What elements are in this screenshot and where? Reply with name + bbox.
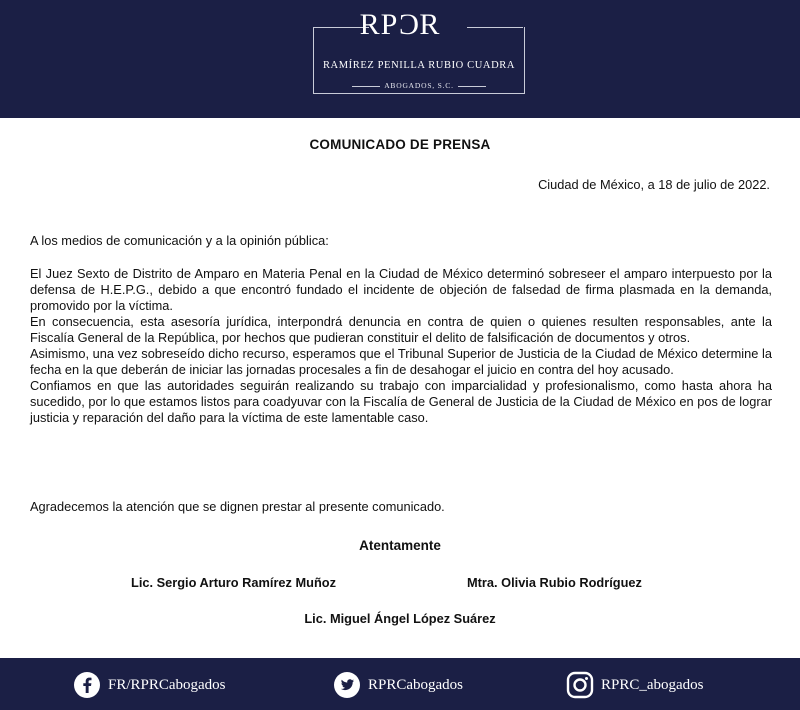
signatory-3: Lic. Miguel Ángel López Suárez [304,611,496,626]
firm-names: RAMÍREZ PENILLA RUBIO CUADRA [322,60,516,71]
letterhead-banner [0,0,800,118]
paragraph: Asimismo, una vez sobreseído dicho recurso, esperamos que el Tribunal Superior de Justicia de la Ciudad de México determine la fecha en la que deberán de iniciar las jornadas procesales a fin de desahogar el juicio en contra del hoy acusado. [30,346,772,377]
paragraph: El Juez Sexto de Distrito de Amparo en Materia Penal en la Ciudad de México determinó sobreseer el amparo interpuesto por la defensa de H.E.P.G., debido a que encontró fundado el incidente de objeción de falsedad de firma plasmada en la demanda, promovido por la víctima. [30,266,772,313]
firm-subtitle: ABOGADOS, S.C. [313,81,525,90]
paragraph: En consecuencia, esta asesoría jurídica, interpondrá denuncia en contra de quien o quienes resulten responsables, ante la Fiscalía General de la República, por hechos que pudieran constituir el delito de falsificación de documentos y otros. [30,314,772,345]
instagram-handle: RPRC_abogados [601,676,704,693]
thanks-line: Agradecemos la atención que se dignen prestar al presente comunicado. [30,499,445,514]
twitter-icon [333,671,361,699]
instagram-link[interactable] [566,671,704,699]
closing: Atentamente [359,538,441,553]
twitter-handle: RPRCabogados [368,676,464,693]
firm-logo-monogram: RPCR [359,8,441,41]
body-text [30,266,772,426]
paragraph: Confiamos en que las autoridades seguirán realizando su trabajo con imparcialidad y profesionalismo, como hasta ahora ha sucedido, por lo que estamos listos para coadyuvar con la Fiscalía de General de Justicia de la Ciudad de México en pos de lograr justicia y reparación del daño para la víctima de este lamentable caso. [30,378,772,425]
document-title: COMUNICADO DE PRENSA [309,137,491,152]
document-date: Ciudad de México, a 18 de julio de 2022. [538,177,770,192]
instagram-icon [566,671,594,699]
twitter-link[interactable] [333,671,463,699]
footer-banner [0,658,800,710]
facebook-handle: FR/RPRCabogados [108,676,226,693]
facebook-icon [73,671,101,699]
signatory-1: Lic. Sergio Arturo Ramírez Muñoz [131,575,337,590]
salutation: A los medios de comunicación y a la opinión pública: [30,233,329,248]
signatory-2: Mtra. Olivia Rubio Rodríguez [467,575,642,590]
facebook-link[interactable] [73,671,226,699]
